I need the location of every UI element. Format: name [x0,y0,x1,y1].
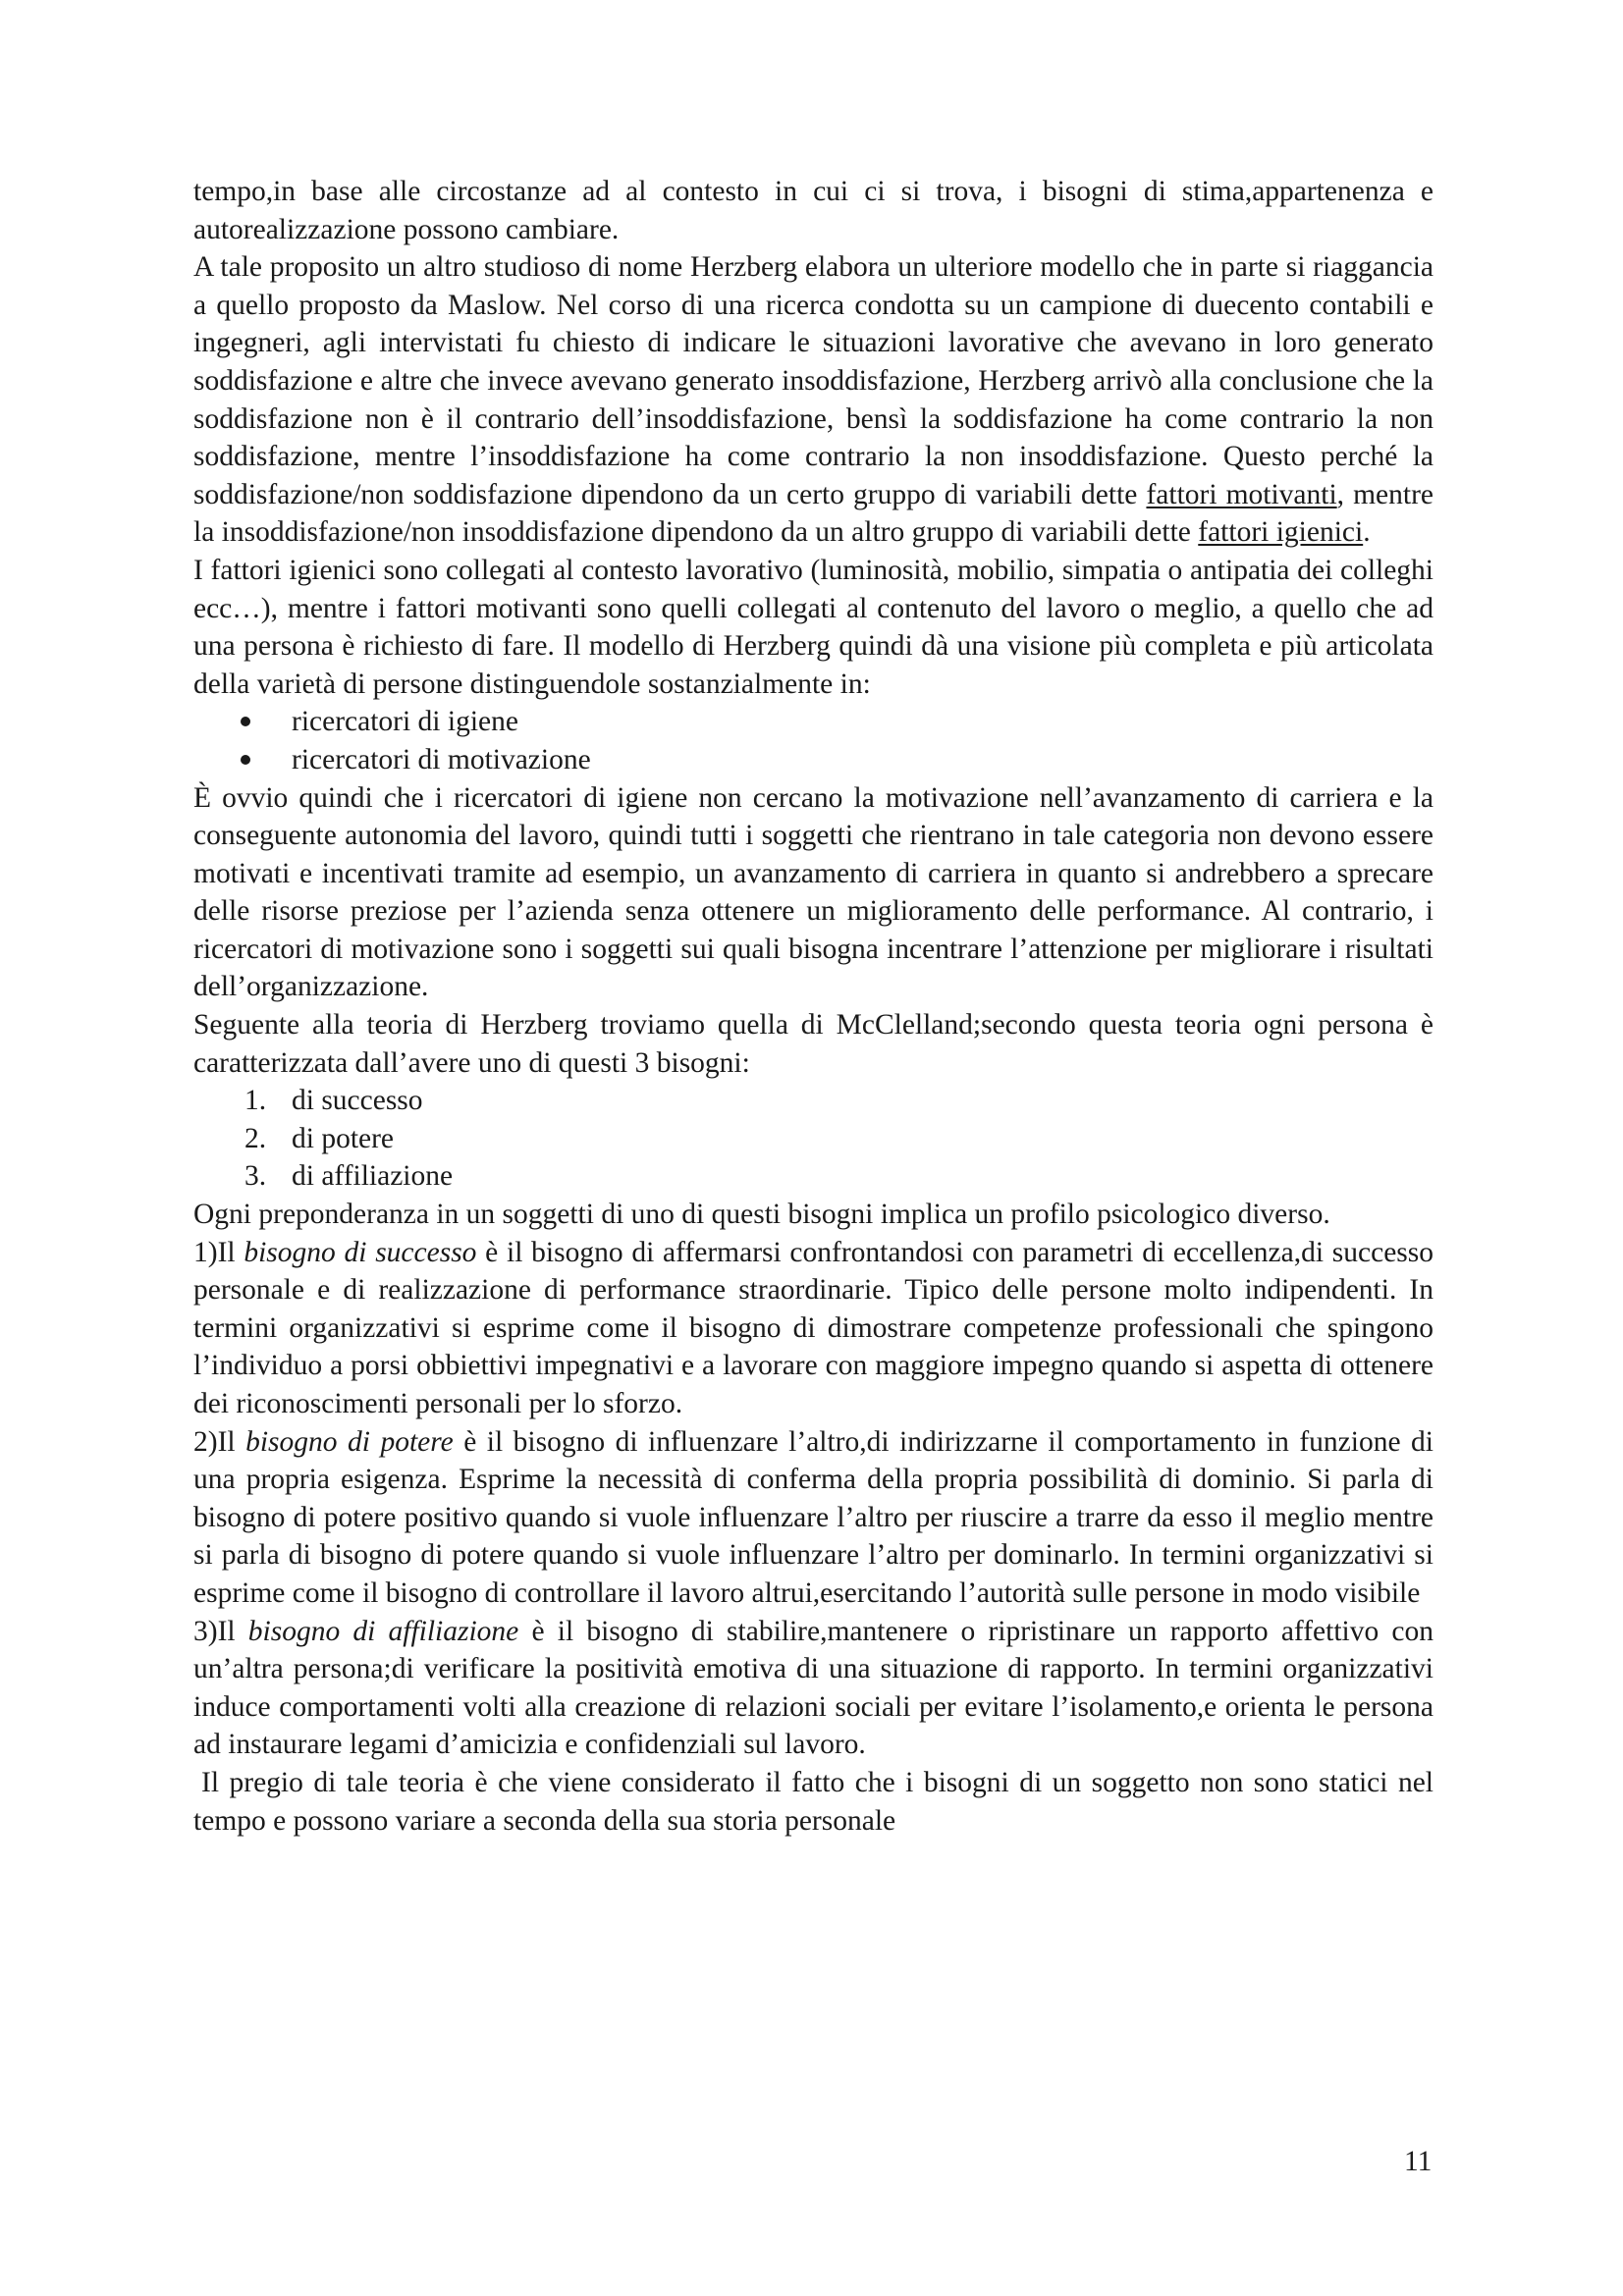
bullet-icon [241,755,250,765]
paragraph-preponderanza: Ogni preponderanza in un soggetti di uno di questi bisogni implica un profilo psicologico diverso. [193,1199,1330,1231]
list-item-text: ricercatori di motivazione [292,743,591,775]
term-bisogno-affiliazione: bisogno di affiliazione [247,1615,519,1647]
list-item [193,703,1434,741]
paragraph-text: A tale proposito un altro studioso di nome Herzberg elabora un ulteriore modello che in parte si riaggancia a quello proposto da Maslow. Nel corso di una ricerca condotta su un campione di duecento contabili e ingegneri, agli intervistati fu chiesto di indicare le situazioni lavorative che avevano in loro generato soddisfazione e altre che invece avevano generato insoddisfazione, Herzberg arrivò alla conclusione che la soddisfazione non è il contrario dell’insoddisfazione, bensì la soddisfazione ha come contrario la non soddisfazione, mentre l’insoddisfazione ha come contrario la non insoddisfazione. Questo perché la soddisfazione/non soddisfazione dipendono da un certo gruppo di variabili dette [193,251,1434,510]
paragraph-bisogno-successo [193,1234,1434,1423]
page-number: 11 [1404,2146,1433,2177]
list-number: 1. [244,1085,267,1117]
list-item-text: di potere [292,1122,395,1154]
bullet-icon [241,717,250,726]
paragraph-ricercatori: È ovvio quindi che i ricercatori di igiene non cercano la motivazione nell’avanzamento di carriera e la conseguente autonomia del lavoro, quindi tutti i soggetti che rientrano in tale categoria non devono essere motivati e incentivati tramite ad esempio, un avanzamento di carriera in quanto si andrebbero a sprecare delle risorse preziose per l’azienda senza ottenere un miglioramento delle performance. Al contrario, i ricercatori di motivazione sono i soggetti sui quali bisogna incentrare l’attenzione per migliorare i risultati dell’organizzazione. [193,781,1434,1003]
paragraph-text: , mentre la insoddisfazione/non insoddisfazione dipendono da un altro gruppo di variabili dette [193,478,1434,549]
paragraph-bisogno-potere [193,1423,1434,1613]
paragraph-lead: 2)Il [193,1425,246,1458]
list-item [193,1157,1434,1196]
paragraph-pregio: Il pregio di tale teoria è che viene considerato il fatto che i bisogni di un soggetto non sono statici nel tempo e possono variare a seconda della sua storia personale [193,1766,1434,1837]
list-number: 2. [244,1122,267,1154]
paragraph-fattori: I fattori igienici sono collegati al contesto lavorativo (luminosità, mobilio, simpatia o antipatia dei colleghi ecc…), mentre i fattori motivanti sono quelli collegati al contenuto del lavoro o meglio, a quello che ad una persona è richiesto di fare. Il modello di Herzberg quindi dà una visione più completa e più articolata della varietà di persone distinguendole sostanzialmente in: [193,554,1434,700]
list-number: 3. [244,1160,267,1193]
paragraph-bisogno-affiliazione [193,1613,1434,1764]
paragraph-text: è il bisogno di influenzare l’altro,di indirizzarne il comportamento in funzione di una propria esigenza. Esprime la necessità di conferma della propria possibilità di dominio. Si parla di bisogno di potere positivo quando si vuole influenzare l’altro per riuscire a trarre da esso il meglio mentre si parla di bisogno di potere quando si vuole influenzare l’altro per dominarlo. In termini organizzativi si esprime come il bisogno di controllare il lavoro altrui,esercitando l’autorità sulle persone in modo visibile [193,1425,1434,1609]
bullet-list [193,703,1434,778]
paragraph-text: è il bisogno di stabilire,mantenere o ripristinare un rapporto affettivo con un’altra persona;di verificare la positività emotiva di una situazione di rapporto. In termini organizzativi induce comportamenti volti alla creazione di relazioni sociali per evitare l’isolamento,e orienta le persona ad instaurare legami d’amicizia e confidenziali sul lavoro. [193,1615,1434,1761]
paragraph-continuation: tempo,in base alle circostanze ad al contesto in cui ci si trova, i bisogni di stima,appartenenza e autorealizzazione possono cambiare. [193,176,1434,245]
paragraph-text: è il bisogno di affermarsi confrontandosi con parametri di eccellenza,di successo personale e di realizzazione di performance straordinarie. Tipico delle persone molto indipendenti. In termini organizzativi si esprime come il bisogno di dimostrare competenze professionali che spingono l’individuo a porsi obbiettivi impegnativi e a lavorare con maggiore impegno quando si aspetta di ottenere dei riconoscimenti personali per lo sforzo. [193,1236,1434,1419]
list-item [193,741,1434,779]
paragraph-herzberg [193,248,1434,552]
term-fattori-igienici: fattori igienici [1198,516,1364,549]
paragraph-lead: 1)Il [193,1236,244,1268]
paragraph-lead: 3)Il [193,1615,248,1647]
term-bisogno-successo: bisogno di successo [243,1236,477,1268]
paragraph-mcclelland: Seguente alla teoria di Herzberg troviamo quella di McClelland;secondo questa teoria ogni persona è caratterizzata dall’avere uno di questi 3 bisogni: [193,1009,1434,1079]
paragraph-text: . [1363,516,1371,549]
list-item-text: di affiliazione [292,1160,454,1193]
term-fattori-motivanti: fattori motivanti [1146,478,1337,510]
document-page [193,173,1434,1840]
numbered-list [193,1082,1434,1196]
list-item-text: di successo [292,1085,423,1117]
list-item [193,1082,1434,1120]
list-item [193,1120,1434,1158]
list-item-text: ricercatori di igiene [292,706,518,738]
term-bisogno-potere: bisogno di potere [245,1425,454,1458]
